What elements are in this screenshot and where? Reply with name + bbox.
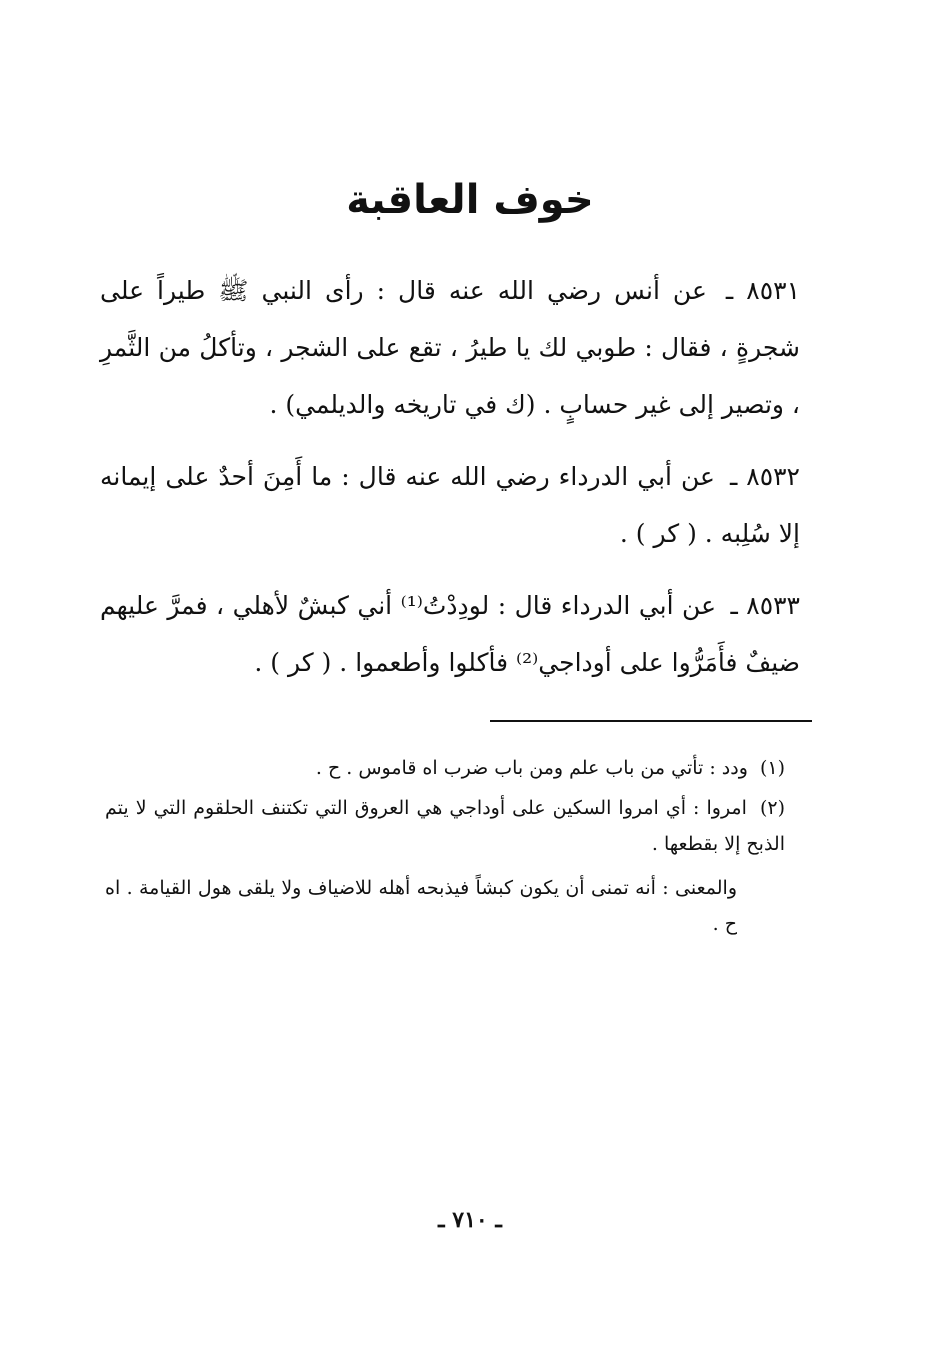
footnote-marker: (١) [759, 757, 785, 779]
hadith-entry-8532 [100, 448, 800, 562]
footnote-text: ودد : تأتي من باب علم ومن باب ضرب اه قاموس . ح . [315, 757, 748, 779]
hadith-number: ٨٥٣٣ ـ [730, 591, 800, 620]
hadith-text: عن أنس رضي الله عنه قال : رأى النبي ﷺ طيراً على شجرةٍ ، فقال : طوبي لك يا طيرُ ، تقع على الشجر ، وتأكلُ من الثَّمرِ ، وتصير إلى غير حسابٍ . (ك في تاريخه والديلمي) . [100, 276, 800, 419]
hadith-entry-8531 [100, 262, 800, 433]
footnote-marker: (٢) [759, 797, 785, 819]
footnote-1 [105, 750, 785, 786]
footnote-text: امروا : أي امروا السكين على أوداجي هي العروق التي تكتنف الحلقوم التي لا يتم الذبح إلا بقطعها . [105, 797, 785, 855]
footnote-divider [490, 720, 812, 722]
hadith-text: عن أبي الدرداء رضي الله عنه قال : ما أَمِنَ أحدٌ على إيمانه إلا سُلِبه . ( كر ) . [100, 462, 800, 548]
meaning-note: والمعنى : أنه تمنى أن يكون كبشاً فيذبحه أهله للاضياف ولا يلقى هول القيامة . اه ح . [105, 877, 737, 935]
footnotes [105, 750, 785, 942]
page-number: ـ ٧١٠ ـ [438, 1207, 502, 1233]
hadith-number: ٨٥٣٢ ـ [729, 462, 800, 491]
hadith-entries [100, 262, 800, 706]
footnote-2 [105, 790, 785, 862]
hadith-number: ٨٥٣١ ـ [725, 276, 800, 305]
hadith-text: عن أبي الدرداء قال : لودِدْتُ⁽¹⁾ أني كبشٌ لأهلي ، فمرَّ عليهم ضيفٌ فأَمَرُّوا على أوداجي⁽²⁾ فأكلوا وأطعموا . ( كر ) . [100, 591, 800, 677]
chapter-title: خوف العاقبة [346, 177, 594, 223]
hadith-entry-8533 [100, 577, 800, 691]
